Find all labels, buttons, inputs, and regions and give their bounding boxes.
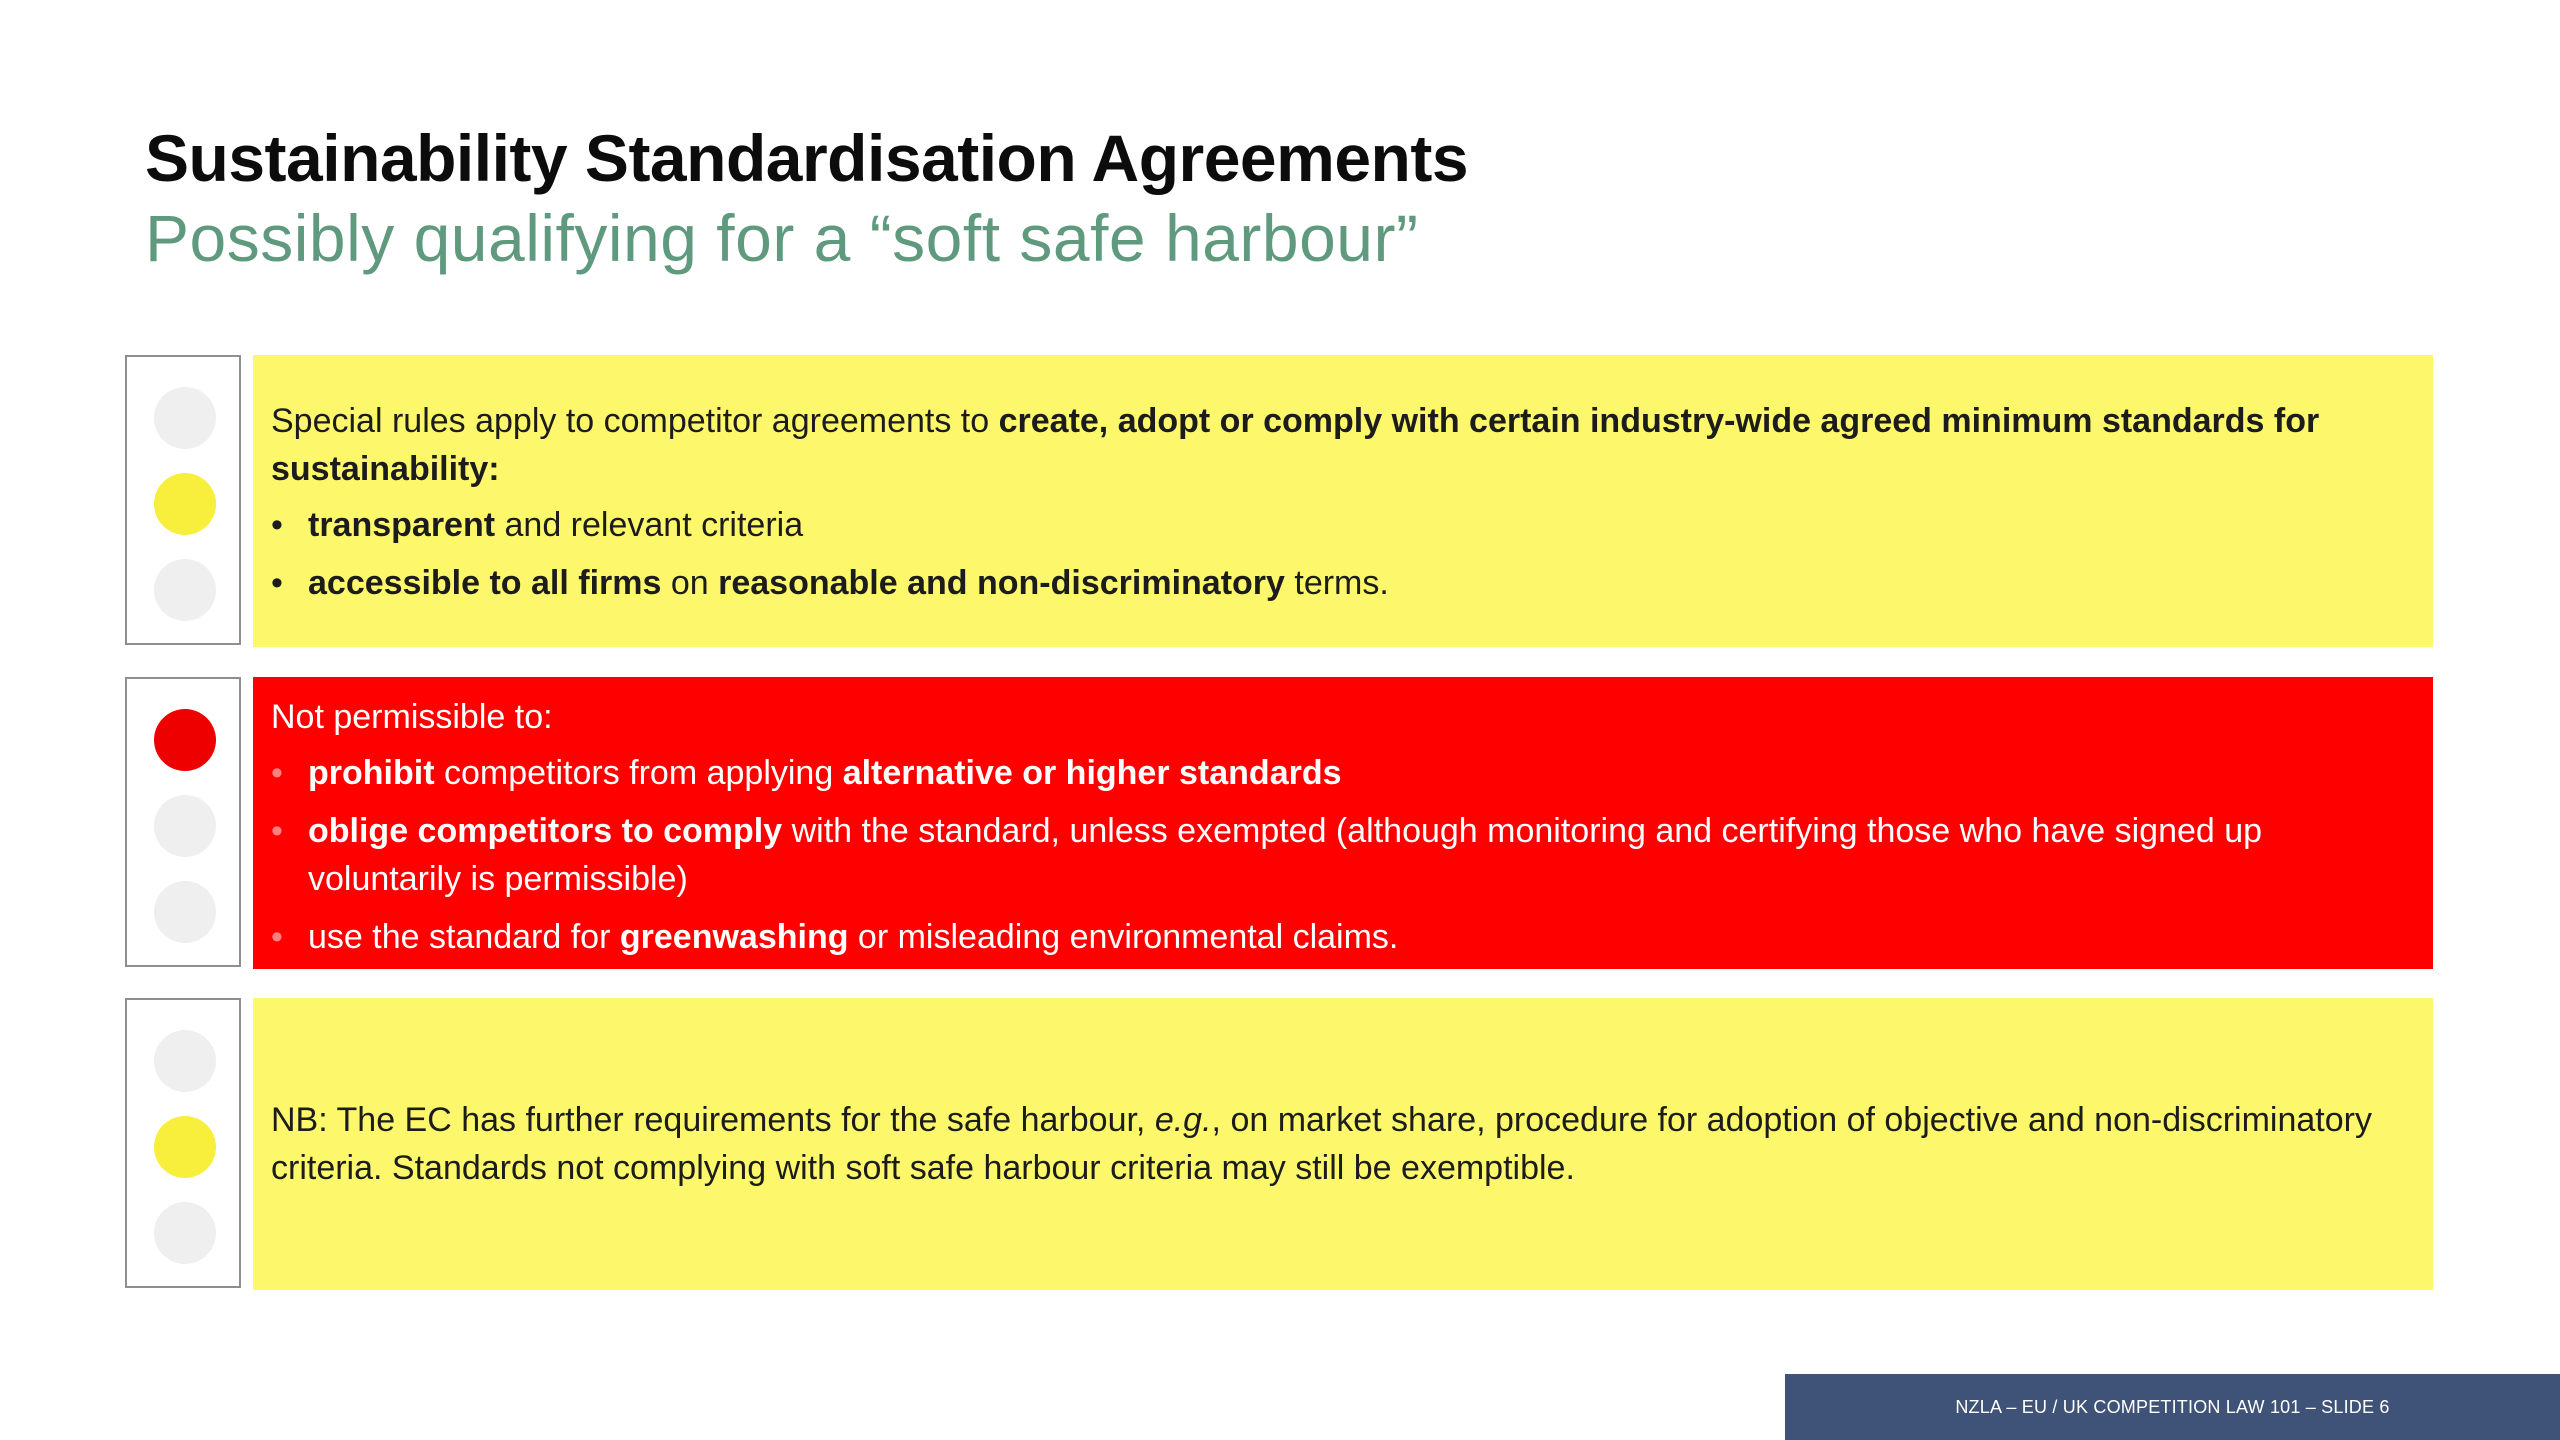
list-item: [271, 749, 2395, 797]
list-item: [271, 913, 2395, 961]
traffic-light-green-off: [154, 881, 216, 943]
traffic-light-icon: [125, 355, 241, 645]
bullet-emphasis: alternative or higher standards: [842, 754, 1342, 792]
not-permissible-panel: [253, 677, 2433, 969]
row-soft-safe-harbour-rules: [125, 355, 2433, 649]
slide-footer: [1785, 1374, 2560, 1440]
traffic-light-icon: [125, 677, 241, 967]
traffic-light-red-on: [154, 709, 216, 771]
list-item: [271, 807, 2395, 903]
bullet-emphasis: accessible to all firms: [308, 564, 662, 602]
traffic-light-yellow-on: [154, 1116, 216, 1178]
footer-text: NZLA – EU / UK COMPETITION LAW 101 – SLIDE 6: [1955, 1396, 2390, 1417]
list-item: [271, 501, 2395, 549]
nb-text-start: NB: The EC has further requirements for the safe harbour,: [271, 1101, 1155, 1139]
bullet-emphasis: transparent: [308, 506, 496, 544]
rules-bullet-list: [271, 501, 2395, 607]
bullet-text: use the standard for: [308, 918, 620, 956]
nb-text-italic: e.g.: [1154, 1101, 1212, 1139]
bullet-emphasis: prohibit: [308, 754, 435, 792]
traffic-light-yellow-on: [154, 473, 216, 535]
bullet-text: terms.: [1284, 564, 1389, 602]
row-nb-note: [125, 998, 2433, 1292]
bullet-text: and relevant criteria: [495, 506, 804, 544]
row-not-permissible: [125, 677, 2433, 971]
bullet-emphasis: oblige competitors to comply: [308, 812, 783, 850]
rules-intro: [271, 397, 2395, 493]
traffic-light-icon: [125, 998, 241, 1288]
nb-text: [271, 1096, 2395, 1192]
nb-text-end: , on market share, procedure for adoption of objective and non-discriminatory criteria. Standards not complying with soft safe harbour criteria may still be exemptible.: [271, 1101, 2372, 1187]
traffic-light-green-off: [154, 559, 216, 621]
rules-panel: [253, 355, 2433, 647]
traffic-light-yellow-off: [154, 795, 216, 857]
bullet-emphasis: reasonable and non-discriminatory: [718, 564, 1285, 602]
bullet-text: or misleading environmental claims.: [848, 918, 1399, 956]
not-permissible-list: [271, 749, 2395, 961]
bullet-emphasis: greenwashing: [619, 918, 849, 956]
traffic-light-red-off: [154, 387, 216, 449]
rules-intro-text: Special rules apply to competitor agreements to: [271, 402, 999, 440]
list-item: [271, 559, 2395, 607]
nb-panel: [253, 998, 2433, 1290]
bullet-text: competitors from applying: [434, 754, 843, 792]
bullet-text: with the standard, unless exempted (although monitoring and certifying those who have signed up voluntarily is permissible): [308, 812, 2263, 898]
traffic-light-green-off: [154, 1202, 216, 1264]
not-permissible-intro: Not permissible to:: [271, 698, 553, 736]
bullet-text: on: [661, 564, 719, 602]
rules-intro-emphasis: create, adopt or comply with certain industry-wide agreed minimum standards for sustainability:: [271, 402, 2320, 488]
slide-title: Sustainability Standardisation Agreements: [145, 121, 1469, 195]
slide-subtitle: Possibly qualifying for a “soft safe harbour”: [145, 201, 1419, 275]
traffic-light-red-off: [154, 1030, 216, 1092]
